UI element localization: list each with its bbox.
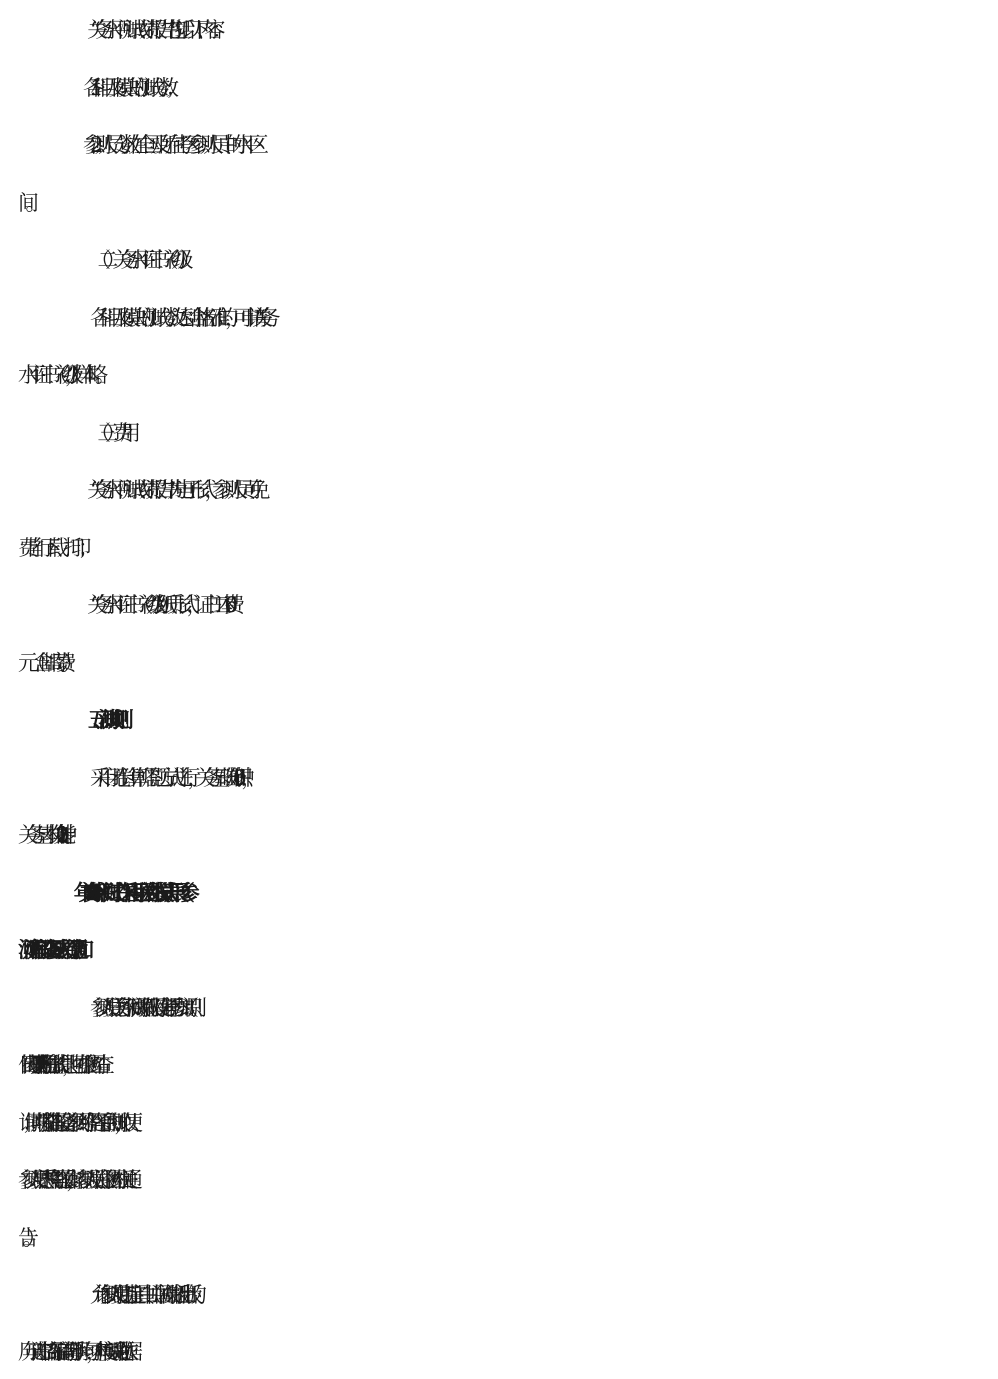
- list-item-1: 1.各科目及模块的测试分数；: [90, 76, 174, 100]
- paragraph-report-intro: “关务水平测试成绩报告书”包括以下内容：: [90, 18, 220, 42]
- paragraph-fees-certificate-continued: 元（含邮寄费）。: [18, 651, 68, 675]
- paragraph-reference-books-continued: 历年《进出口商品编码查询手册》均可，本年度测试命题依据: [18, 1340, 126, 1364]
- paragraph-online-mode-continued: 测流程和设备要求另行通知）。: [18, 938, 78, 962]
- paragraph-certificate-continued: 水平证书（初级）”，样本略。: [18, 363, 103, 387]
- paragraph-identification-line-4: 参测人员熟悉机考答题操作，请参测人员关注报名网站相关通: [18, 1168, 126, 1192]
- list-item-2: 2.参测人员分数在全国及所在考区参测人员中的水平区: [90, 133, 256, 157]
- paragraph-fees-report: “关务水平测试成绩报告书”为电子形式，参测人员可免: [90, 478, 257, 502]
- list-item-2-continued: 间。: [18, 191, 33, 215]
- paragraph-online-mode: 2025 年关务水平测试工作采用互联网在线模式开展（参: [88, 881, 184, 905]
- paragraph-identification-line-2: 代码于开考前 7 日内以手机短信形式提供，也可在报名网站查: [18, 1053, 98, 1077]
- heading-certificate: （二）关务水平证书（初级）: [90, 248, 188, 272]
- paragraph-test-format-continued: 关务基本技能 120 分钟。: [18, 823, 72, 847]
- paragraph-test-format: 采用闭卷计算机答题方式进行，关务基础知识 60 分钟，: [90, 766, 249, 790]
- heading-fees: （三）费用: [90, 421, 128, 445]
- paragraph-certificate: 各科目及模块的测试分数达到合格标准的，可申请“关务: [90, 306, 268, 330]
- paragraph-identification-line-5: 告）。: [18, 1226, 30, 1250]
- paragraph-fees-report-continued: 费自行下载、打印；: [18, 536, 86, 560]
- paragraph-reference-books: 允许参测人员使用指定工具书（由中国海关出版社出版的: [90, 1283, 190, 1307]
- paragraph-fees-certificate: “关务水平证书（初级）”为纸质形式，证书工本费 60: [90, 593, 225, 617]
- paragraph-identification-line-3: 询；同期将安排答题设备、参测网络、答题平台的测试，以便: [18, 1111, 126, 1135]
- heading-test-rules: 五、测试规则: [88, 708, 118, 732]
- paragraph-identification: 参测人员凭关务水平测试识别代码及准考证号参加（识别: [90, 996, 190, 1020]
